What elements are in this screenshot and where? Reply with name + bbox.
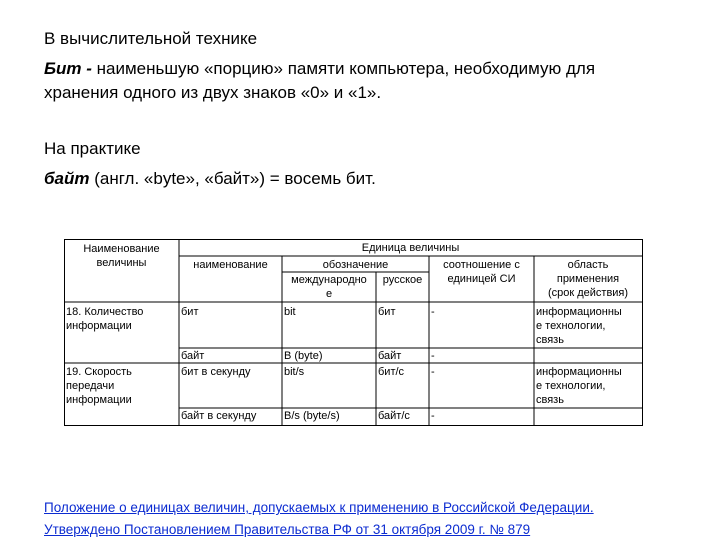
source-link-line1[interactable]: Положение о единицах величин, допускаемых к применению в Российской Федерации. [44, 500, 594, 515]
header-international-line1: международно [291, 274, 367, 286]
area-line: связь [536, 394, 564, 406]
row-quantity-18 [66, 305, 143, 333]
area-line: информационны [536, 366, 622, 378]
cell-international: B/s (byte/s) [284, 410, 340, 422]
cell-international: bit/s [284, 366, 305, 378]
cell-ratio: - [431, 410, 435, 422]
quantity-line: информации [66, 320, 132, 332]
header-designation: обозначение [322, 259, 389, 271]
header-ratio-line1: соотношение с [443, 259, 520, 271]
cell-russian: байт [378, 350, 402, 362]
header-international-line2: е [325, 288, 333, 300]
quantity-line: информации [66, 394, 132, 406]
cell-area [536, 305, 622, 347]
byte-definition-text: (англ. «byte», «байт») = восемь бит. [89, 169, 376, 188]
header-name: наименование [193, 259, 268, 271]
byte-definition [44, 167, 376, 191]
units-table [64, 239, 643, 426]
cell-russian: бит [378, 306, 396, 318]
cell-international: B (byte) [284, 350, 323, 362]
area-line: информационны [536, 306, 622, 318]
header-russian: русское [382, 274, 423, 286]
header-quantity-line2: величины [96, 257, 147, 269]
header-area-line3: (срок действия) [547, 287, 629, 299]
header-international [282, 273, 376, 301]
quantity-line: передачи [66, 380, 115, 392]
cell-ratio: - [431, 350, 435, 362]
bit-definition [44, 57, 595, 81]
header-area [534, 258, 642, 300]
source-link-line2[interactable]: Утверждено Постановлением Правительства РФ от 31 октября 2009 г. № 879 [44, 522, 531, 537]
cell-name: бит [181, 306, 199, 318]
byte-term: байт [44, 169, 90, 188]
header-unit: Единица величины [361, 242, 460, 254]
cell-area [536, 365, 622, 407]
area-line: е технологии, [536, 380, 606, 392]
cell-name: байт [181, 350, 205, 362]
quantity-line: 19. Скорость [66, 366, 132, 378]
cell-russian: бит/с [378, 366, 405, 378]
source-link[interactable] [44, 497, 594, 541]
practice-heading: На практике [44, 139, 141, 158]
bit-term: Бит - [44, 59, 92, 78]
header-ratio-line2: единицей СИ [447, 273, 516, 285]
header-area-line1: область [567, 259, 609, 271]
quantity-line: 18. Количество [66, 306, 144, 318]
bit-definition-line2: хранения одного из двух знаков «0» и «1». [44, 83, 382, 102]
header-area-line2: применения [556, 273, 620, 285]
area-line: е технологии, [536, 320, 606, 332]
intro-heading: В вычислительной технике [44, 29, 258, 48]
cell-name: байт в секунду [181, 410, 257, 422]
header-quantity [64, 242, 179, 270]
bit-definition-text-1: наименьшую «порцию» памяти компьютера, необходимую для [91, 59, 596, 78]
cell-ratio: - [431, 306, 435, 318]
header-quantity-line1: Наименование [83, 243, 160, 255]
row-quantity-19 [66, 365, 132, 407]
header-ratio [429, 258, 534, 286]
cell-ratio: - [431, 366, 435, 378]
area-line: связь [536, 334, 564, 346]
cell-name: бит в секунду [181, 366, 251, 378]
cell-international: bit [284, 306, 296, 318]
cell-russian: байт/с [378, 410, 410, 422]
